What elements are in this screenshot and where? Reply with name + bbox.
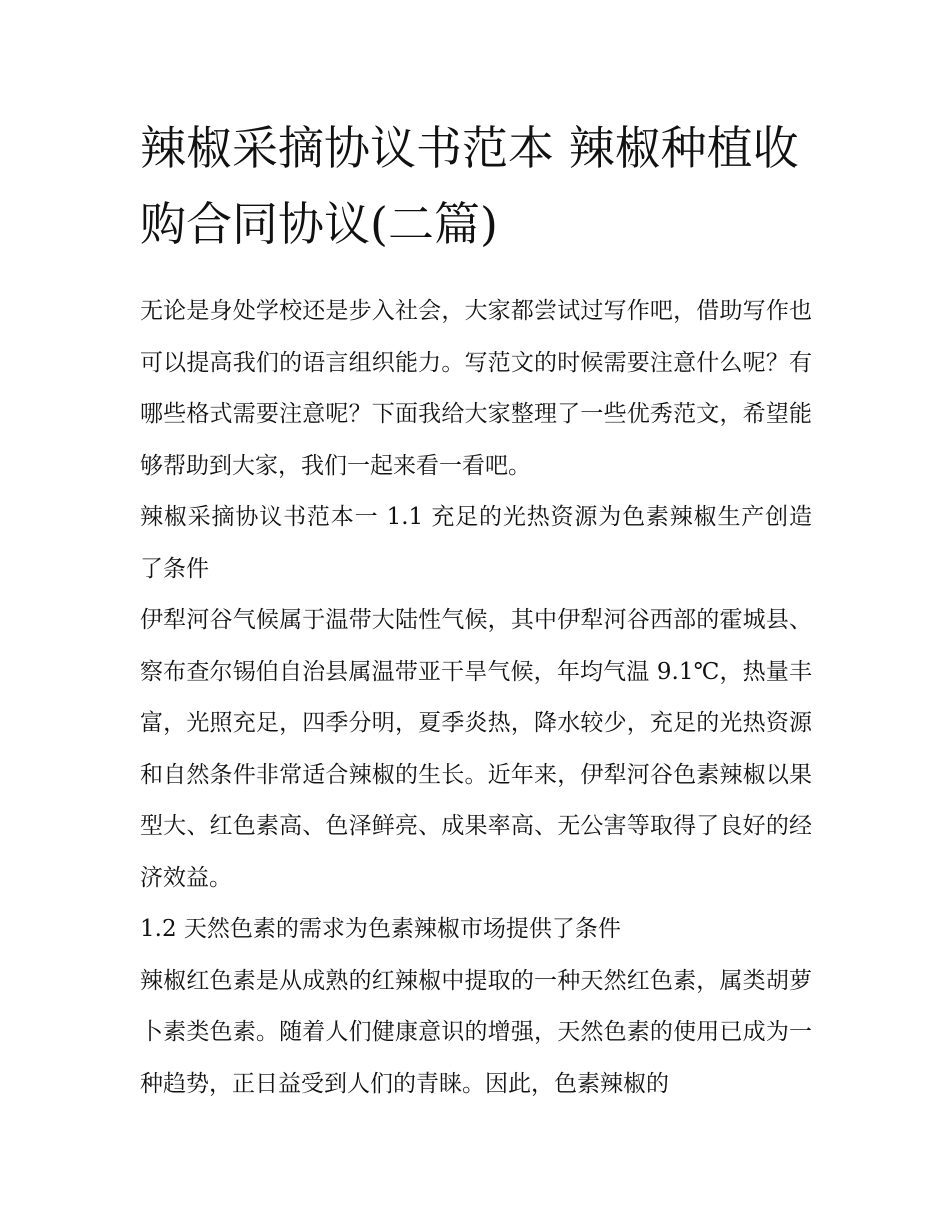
paragraph-section-1-2-heading: 1.2 天然色素的需求为色素辣椒市场提供了条件 [140,916,621,942]
paragraph-section-1-1-heading: 辣椒采摘协议书范本一 1.1 充足的光热资源为色素辣椒生产创造了条件 [140,504,812,582]
document-title: 辣椒采摘协议书范本 辣椒种植收购合同协议(二篇) [140,121,799,251]
paragraph-pigment: 辣椒红色素是从成熟的红辣椒中提取的一种天然红色素，属类胡萝卜素类色素。随着人们健康意识的增强，天然色素的使用已成为一种趋势，正日益受到人们的青睐。因此，色素辣椒的 [140,967,812,1097]
paragraph-intro: 无论是身处学校还是步入社会，大家都尝试过写作吧，借助写作也可以提高我们的语言组织能力。写范文的时候需要注意什么呢？有哪些格式需要注意呢？下面我给大家整理了一些优秀范文，希望能够帮助到大家，我们一起来看一看吧。 [140,298,812,479]
document-body [140,110,812,1110]
paragraph-climate: 伊犁河谷气候属于温带大陆性气候，其中伊犁河谷西部的霍城县、察布查尔锡伯自治县属温带亚干旱气候，年均气温 9.1℃，热量丰富，光照充足，四季分明，夏季炎热，降水较少，充足的光热资源和自然条件非常适合辣椒的生长。近年来，伊犁河谷色素辣椒以果型大、红色素高、色泽鲜亮、成果率高、无公害等取得了良好的经济效益。 [140,607,812,891]
